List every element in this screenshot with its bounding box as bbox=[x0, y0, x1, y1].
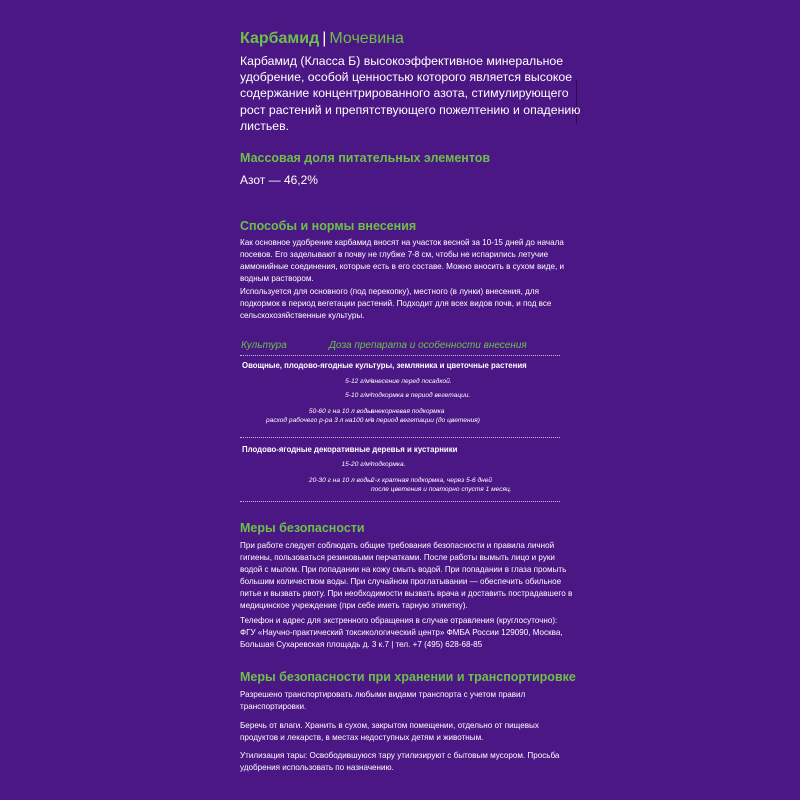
table-row-dose: 5-10 г/м² bbox=[345, 392, 372, 399]
storage-paragraph-3: Утилизация тары: Освободившуюся тару утилизируют с бытовым мусором. Просьба удобрения использовать по назначению. bbox=[240, 751, 560, 772]
table-divider bbox=[240, 355, 560, 356]
nitrogen-content: Азот — 46,2% bbox=[240, 173, 318, 187]
storage-heading: Меры безопасности при хранении и транспортировке bbox=[240, 670, 576, 684]
title-main: Карбамид bbox=[240, 30, 320, 47]
table-row-note: в период вегетации (до цветения) bbox=[371, 417, 480, 424]
table-row-dose: 20-30 г на 10 л воды bbox=[308, 477, 372, 484]
table-row-dose: 50-60 г на 10 л воды bbox=[308, 408, 372, 415]
application-paragraph-1: Как основное удобрение карбамид вносят на участок весной за 10-15 дней до начала посевов. Его заделывают в почву не глубже 7-8 см, чтобы не испарились летучие аммонийные соединения, которые есть в его составе. Можно вносить в сухом виде, и водным раствором. bbox=[240, 238, 565, 283]
table-row-dose: 5-12 г/м² bbox=[345, 378, 372, 385]
nutrients-heading: Массовая доля питательных элементов bbox=[240, 151, 491, 165]
table-group-1: Овощные, плодово-ягодные культуры, земляника и цветочные растения bbox=[242, 361, 527, 370]
table-divider bbox=[240, 437, 560, 438]
page-title bbox=[240, 30, 404, 48]
table-header-dose: Доза препарата и особенности внесения bbox=[329, 340, 527, 351]
safety-heading: Меры безопасности bbox=[240, 521, 365, 535]
table-divider bbox=[240, 501, 560, 502]
table-row-dose: расход рабочего р-ра 3 л на100 м² bbox=[266, 417, 372, 424]
table-header-crop: Культура bbox=[241, 340, 287, 351]
storage-paragraph-1: Разрешено транспортировать любыми видами транспорта с учетом правил транспортировки. bbox=[240, 690, 526, 711]
table-row-dose: 15-20 г/м² bbox=[341, 461, 372, 468]
table-group-2: Плодово-ягодные декоративные деревья и кустарники bbox=[242, 445, 458, 454]
table-row-note: подкормка в период вегетации. bbox=[371, 392, 471, 399]
table-row-note: внекорневая подкормка bbox=[371, 408, 445, 415]
table-row-note: 2-х кратная подкормка, через 5-6 дней bbox=[371, 477, 493, 484]
intro-text: Карбамид (Класса Б) высокоэффективное минеральное удобрение, особой ценностью которого является высокое содержание концентрированного азота, стимулирующего рост растений и препятствующего пожелтению и опадению листьев. bbox=[240, 54, 581, 133]
storage-paragraph-2: Беречь от влаги. Хранить в сухом, закрытом помещении, отдельно от пищевых продуктов и лекарств, в местах недоступных детям и животным. bbox=[240, 721, 539, 742]
application-heading: Способы и нормы внесения bbox=[240, 219, 417, 233]
safety-paragraph-2: Телефон и адрес для экстренного обращения в случае отравления (круглосуточно): ФГУ «Научно-практический токсикологический центр» ФМБА России 129090, Москва, Большая Сухаревская площадь д. 3 к.7 | тел. +7 (495) 628-68-85 bbox=[240, 616, 563, 649]
title-separator: | bbox=[322, 30, 327, 47]
safety-paragraph-1: При работе следует соблюдать общие требования безопасности и правила личной гигиены, пользоваться резиновыми перчатками. После работы вымыть лицо и руки водой с мылом. При попадании на кожу смыть водой. При попадании в глаза промыть большим количеством воды. При случайном проглатывании — обеспечить обильное питье и вызвать рвоту. При необходимости вызвать врача и доставить пострадавшего в медицинское учреждение (при себе иметь тарную этикетку). bbox=[240, 541, 573, 610]
table-row-note: после цветения и повторно спустя 1 месяц. bbox=[371, 486, 512, 493]
table-row-note: внесение перед посадкой. bbox=[371, 378, 452, 385]
title-subtitle: Мочевина bbox=[329, 30, 404, 47]
table-row-note: подкормка. bbox=[371, 461, 406, 468]
application-paragraph-2: Используется для основного (под перекопку), местного (в лунки) внесения, для подкормок в период вегетации растений. Подходит для всех видов почв, и под все сельскохозяйственные культуры. bbox=[240, 287, 552, 320]
